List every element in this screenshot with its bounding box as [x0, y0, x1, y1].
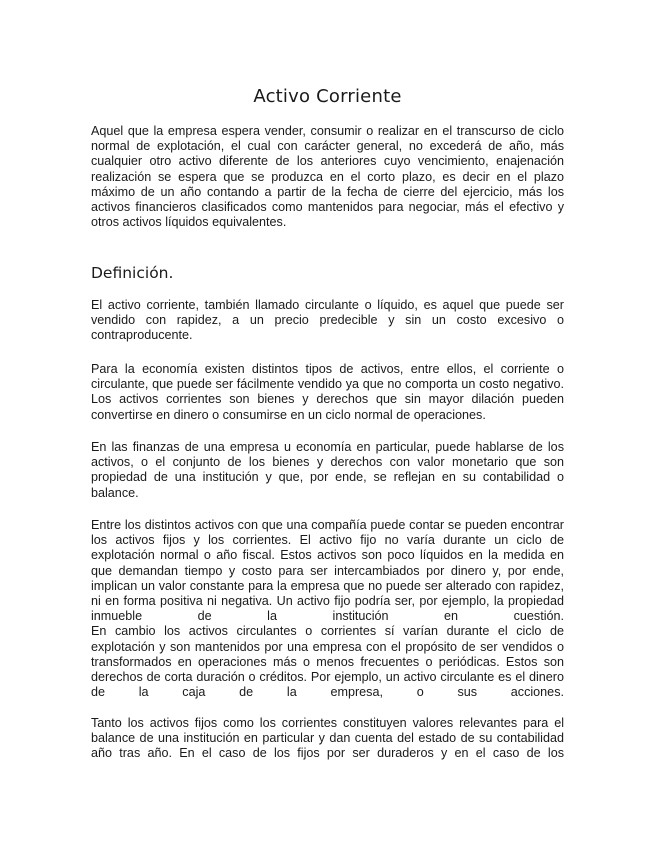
paragraph-economy: Para la economía existen distintos tipos de activos, entre ellos, el corriente o circulante, que puede ser fácilmente vendido ya que no comporta un costo negativo. Los activos corrientes son bienes y derechos que sin mayor dilación pueden convertirse en dinero o consumirse en un ciclo normal de operaciones. [91, 362, 564, 422]
document-title: Activo Corriente [253, 86, 402, 107]
paragraph-finances: En las finanzas de una empresa u economía en particular, puede hablarse de los activos, o el conjunto de los bienes y derechos con valor monetario que son propiedad de una institución y que, por ende, se reflejan en su contabilidad o balance. [91, 440, 564, 500]
paragraph-balance: Tanto los activos fijos como los corrientes constituyen valores relevantes para el balance de una institución en particular y dan cuenta del estado de su contabilidad año tras año. En el caso de los fijos por ser duraderos y en el caso de los [91, 716, 564, 761]
paragraph-current-assets: En cambio los activos circulantes o corrientes sí varían durante el ciclo de explotación y son mantenidos por una empresa con el propósito de ser vendidos o transformados en operaciones más o menos frecuentes o periódicas. Estos son derechos de corta duración o créditos. Por ejemplo, un activo circulante es el dinero de la caja de la empresa, o sus acciones. [91, 624, 564, 700]
section-heading: Definición. [91, 264, 174, 282]
intro-paragraph: Aquel que la empresa espera vender, consumir o realizar en el transcurso de ciclo normal de explotación, el cual con carácter general, no excederá de año, más cualquier otro activo diferente de los anteriores cuyo vencimiento, enajenación realización se espera que se produzca en el corto plazo, es decir en el plazo máximo de un año contando a partir de la fecha de cierre del ejercicio, más los activos financieros clasificados como mantenidos para negociar, más el efectivo y otros activos líquidos equivalentes. [91, 124, 564, 230]
paragraph-fixed-vs-current [91, 518, 564, 700]
paragraph-definition: El activo corriente, también llamado circulante o líquido, es aquel que puede ser vendido con rapidez, a un precio predecible y sin un costo excesivo o contraproducente. [91, 298, 564, 343]
paragraph-fixed-assets: Entre los distintos activos con que una compañía puede contar se pueden encontrar los activos fijos y los corrientes. El activo fijo no varía durante un ciclo de explotación normal o año fiscal. Estos activos son poco líquidos en la medida en que demandan tiempo y costo para ser intercambiados por dinero y, por ende, implican un valor constante para la empresa que no puede ser alterado con rapidez, ni en forma positiva ni negativa. Un activo fijo podría ser, por ejemplo, la propiedad inmueble de la institución en cuestión. [91, 518, 564, 624]
